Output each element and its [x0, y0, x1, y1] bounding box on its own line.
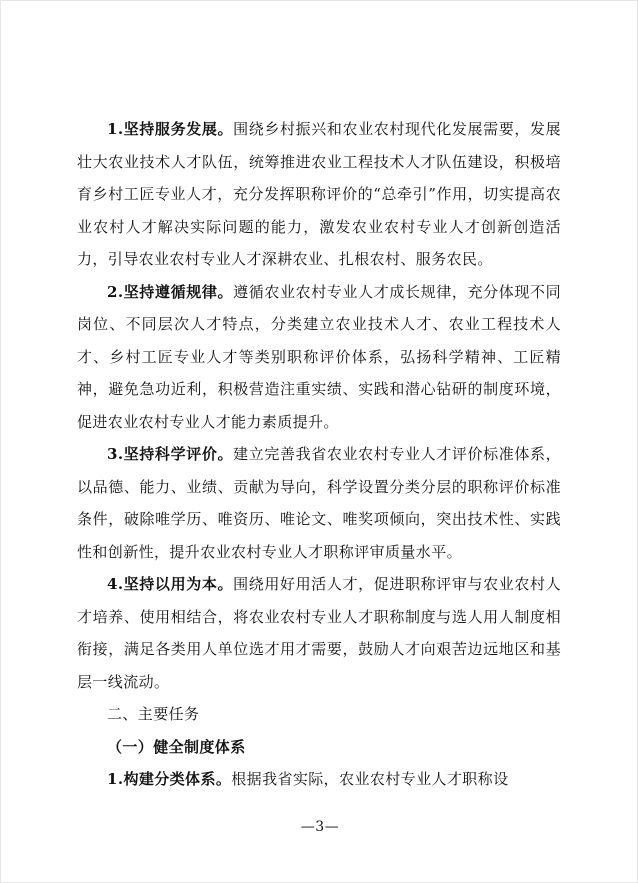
paragraph-service-development [77, 113, 561, 276]
paragraph-body: 围绕用好用活人才，促进职称评审与农业农村人才培养、使用相结合，将农业农村专业人才职称制度与选人用人制度相衔接，满足各类用人单位选才用才需要，鼓励人才向艰苦边远地区和基层一线流动。 [77, 575, 562, 691]
paragraph-lead: 1.构建分类体系。 [107, 770, 232, 788]
page-number: —3— [300, 819, 340, 835]
paragraph-classification-system [77, 763, 561, 796]
document-body [77, 113, 561, 796]
paragraph-lead: 3.坚持科学评价。 [107, 445, 234, 463]
paragraph-body: 建立完善我省农业农村专业人才评价标准体系，以品德、能力、业绩、贡献为导向，科学设置分类分层的职称评价标准条件，破除唯学历、唯资历、唯论文、唯奖项倾向，突出技术性、实践性和创新性，提升农业农村专业人才职称评审质量水平。 [77, 445, 562, 561]
subsection-heading: （一）健全制度体系 [107, 737, 246, 756]
section-heading: 二、主要任务 [107, 705, 200, 723]
paragraph-scientific-evaluation [77, 438, 561, 568]
paragraph-body: 根据我省实际，农业农村专业人才职称设 [231, 770, 509, 788]
paragraph-lead: 2.坚持遵循规律。 [107, 282, 234, 301]
paragraph-lead: 4.坚持以用为本。 [107, 575, 234, 593]
paragraph-use-oriented [77, 568, 561, 698]
paragraph-lead: 1.坚持服务发展。 [107, 120, 234, 138]
paragraph-follow-rules [77, 276, 561, 439]
paragraph-body: 遵循农业农村专业人才成长规律，充分体现不同岗位、不同层次人才特点，分类建立农业技术人才、农业工程技术人才、乡村工匠专业人才等类别职称评价体系，弘扬科学精神、工匠精神，避免急功近利，积极营造注重实绩、实践和潜心钻研的制度环境，促进农业农村专业人才能力素质提升。 [77, 282, 562, 431]
paragraph-body: 围绕乡村振兴和农业农村现代化发展需要，发展壮大农业技术人才队伍，统筹推进农业工程技术人才队伍建设，积极培育乡村工匠专业人才，充分发挥职称评价的“总牵引”作用，切实提高农业农村人才解决实际问题的能力，激发农业农村专业人才创新创造活力，引导农业农村专业人才深耕农业、扎根农村、服务农民。 [77, 120, 562, 268]
